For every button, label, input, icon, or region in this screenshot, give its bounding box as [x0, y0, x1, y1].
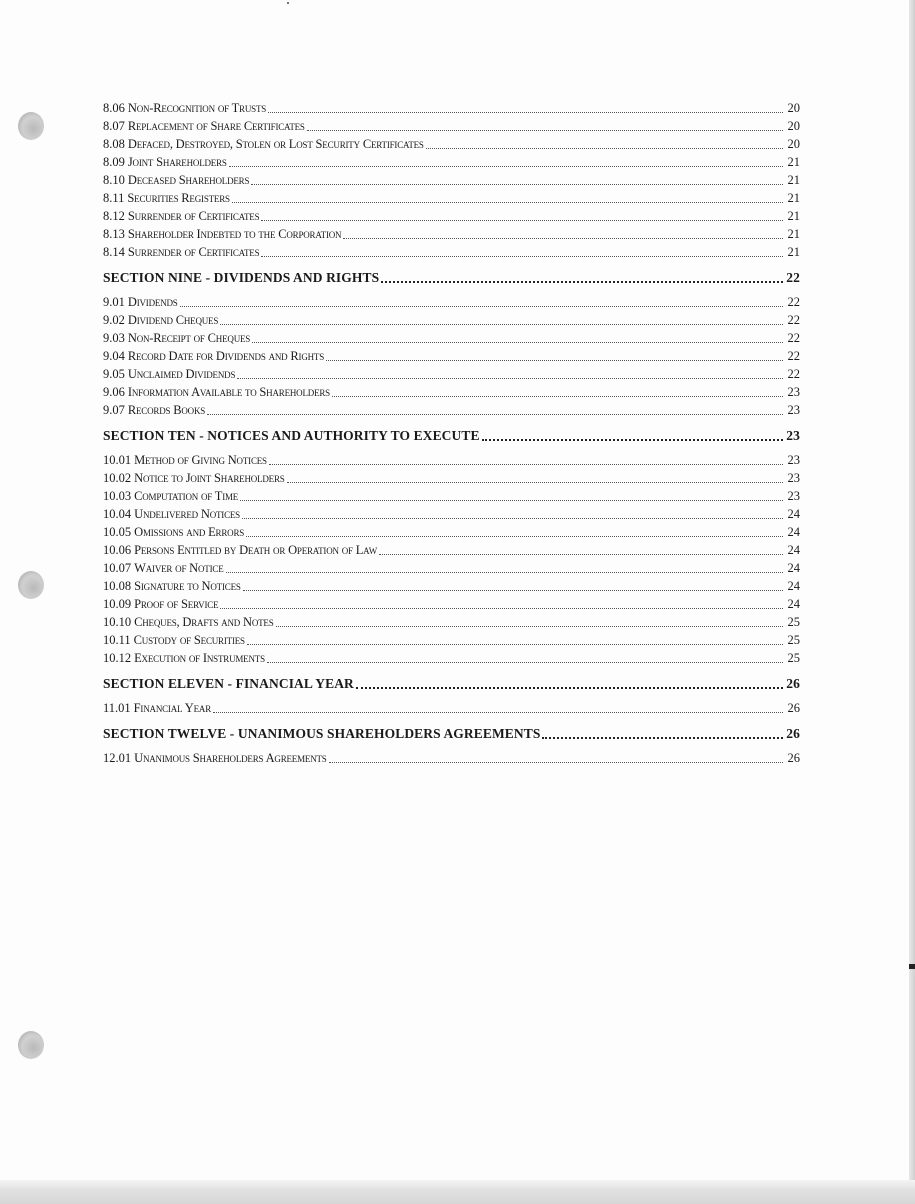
dot-leader: [232, 202, 783, 203]
punch-hole-top: [18, 112, 44, 140]
entry-title: Securities Registers: [127, 191, 230, 205]
page-number: 22: [787, 331, 800, 345]
page-number: 20: [787, 101, 800, 115]
toc-entry: [103, 401, 800, 419]
entry-title: Deceased Shareholders: [127, 173, 250, 187]
dot-leader: [381, 281, 783, 283]
scan-edge-mark: [909, 964, 915, 969]
section-title: SECTION NINE - DIVIDENDS AND RIGHTS: [103, 270, 380, 285]
dot-leader: [261, 220, 783, 221]
page-number: 26: [786, 726, 800, 741]
entry-title: Cheques, Drafts and Notes: [134, 615, 274, 629]
entry-number: 10.04: [103, 507, 132, 521]
toc-entry: [103, 311, 800, 329]
toc-entry: [103, 243, 800, 261]
entry-number: 8.06: [103, 101, 125, 115]
entry-number: 10.02: [103, 471, 132, 485]
entry-number: 8.13: [103, 227, 125, 241]
entry-title: Records Books: [127, 403, 206, 417]
page-number: 25: [787, 651, 800, 665]
toc-entry: [103, 171, 800, 189]
entry-title: Replacement of Share Certificates: [127, 119, 305, 133]
entry-number: 10.07: [103, 561, 132, 575]
toc-entry: [103, 469, 800, 487]
page-number: 23: [787, 403, 800, 417]
entry-number: 8.10: [103, 173, 125, 187]
toc-entry: [103, 699, 800, 717]
entry-number: 9.04: [103, 349, 125, 363]
toc-entry: [103, 189, 800, 207]
page-number: 26: [787, 701, 800, 715]
page-number: 22: [787, 349, 800, 363]
page-number: 23: [786, 428, 800, 443]
page-edge-right: [909, 0, 915, 1204]
entry-title: Omissions and Errors: [134, 525, 245, 539]
section-title: SECTION TWELVE - UNANIMOUS SHAREHOLDERS AGREEMENTS: [103, 726, 541, 741]
dot-leader: [268, 112, 783, 113]
dot-leader: [329, 762, 783, 763]
dot-leader: [246, 536, 783, 537]
page-number: 22: [787, 313, 800, 327]
page-edge-bottom: [0, 1180, 915, 1204]
toc-entry: [103, 383, 800, 401]
entry-number: 10.11: [103, 633, 131, 647]
entry-title: Method of Giving Notices: [134, 453, 267, 467]
page-number: 24: [787, 597, 800, 611]
section-title: SECTION TEN - NOTICES AND AUTHORITY TO EXECUTE: [103, 428, 480, 443]
page-number: 26: [787, 751, 800, 765]
entry-title: Surrender of Certificates: [127, 209, 260, 223]
dot-leader: [426, 148, 783, 149]
dot-leader: [252, 342, 783, 343]
page-number: 20: [787, 119, 800, 133]
entry-number: 8.09: [103, 155, 125, 169]
entry-title: Record Date for Dividends and Rights: [127, 349, 325, 363]
page-number: 23: [787, 385, 800, 399]
page-number: 23: [787, 471, 800, 485]
toc-entry: [103, 649, 800, 667]
entry-title: Surrender of Certificates: [127, 245, 260, 259]
toc-entry: [103, 487, 800, 505]
toc-entry: [103, 631, 800, 649]
dot-leader: [332, 396, 783, 397]
entry-number: 8.08: [103, 137, 125, 151]
page-number: 25: [787, 633, 800, 647]
entry-title: Unclaimed Dividends: [127, 367, 236, 381]
entry-title: Notice to Joint Shareholders: [134, 471, 285, 485]
toc-entry: [103, 451, 800, 469]
entry-title: Execution of Instruments: [134, 651, 265, 665]
toc-section-heading: [103, 725, 800, 743]
toc-entry: [103, 117, 800, 135]
dot-leader: [379, 554, 783, 555]
toc-entry: [103, 523, 800, 541]
entry-title: Shareholder Indebted to the Corporation: [127, 227, 342, 241]
entry-title: Joint Shareholders: [127, 155, 227, 169]
dot-leader: [343, 238, 783, 239]
scan-speck: [287, 2, 289, 4]
entry-number: 9.06: [103, 385, 125, 399]
entry-title: Unanimous Shareholders Agreements: [134, 751, 327, 765]
toc-entry: [103, 541, 800, 559]
page-number: 24: [787, 579, 800, 593]
dot-leader: [542, 737, 783, 739]
toc-section-heading: [103, 427, 800, 445]
toc-entry: [103, 595, 800, 613]
dot-leader: [229, 166, 783, 167]
entry-title: Non-Recognition of Trusts: [127, 101, 267, 115]
page-number: 23: [787, 453, 800, 467]
page-number: 21: [787, 227, 800, 241]
entry-title: Proof of Service: [134, 597, 219, 611]
dot-leader: [220, 324, 783, 325]
page-number: 21: [787, 245, 800, 259]
entry-number: 10.10: [103, 615, 132, 629]
entry-number: 9.03: [103, 331, 125, 345]
entry-title: Dividends: [127, 295, 178, 309]
page-number: 26: [786, 676, 800, 691]
entry-number: 10.01: [103, 453, 132, 467]
page-number: 24: [787, 561, 800, 575]
toc-entry: [103, 99, 800, 117]
entry-title: Persons Entitled by Death or Operation of Law: [134, 543, 378, 557]
page-number: 23: [787, 489, 800, 503]
entry-title: Custody of Securities: [133, 633, 245, 647]
dot-leader: [269, 464, 783, 465]
punch-hole-middle: [18, 571, 44, 599]
dot-leader: [261, 256, 783, 257]
dot-leader: [307, 130, 783, 131]
toc-entry: [103, 329, 800, 347]
toc-entry: [103, 135, 800, 153]
entry-number: 10.05: [103, 525, 132, 539]
page-number: 22: [787, 295, 800, 309]
entry-number: 10.06: [103, 543, 132, 557]
dot-leader: [287, 482, 783, 483]
dot-leader: [226, 572, 784, 573]
dot-leader: [242, 518, 783, 519]
entry-title: Financial Year: [133, 701, 212, 715]
page-number: 21: [787, 191, 800, 205]
page-number: 21: [787, 209, 800, 223]
entry-title: Undelivered Notices: [134, 507, 240, 521]
entry-number: 12.01: [103, 751, 132, 765]
toc-entry: [103, 225, 800, 243]
page-number: 22: [786, 270, 800, 285]
dot-leader: [243, 590, 783, 591]
entry-title: Signature to Notices: [134, 579, 241, 593]
page-number: 21: [787, 155, 800, 169]
entry-title: Information Available to Shareholders: [127, 385, 330, 399]
entry-number: 9.07: [103, 403, 125, 417]
page-number: 24: [787, 543, 800, 557]
toc-entry: [103, 347, 800, 365]
entry-title: Defaced, Destroyed, Stolen or Lost Security Certificates: [127, 137, 424, 151]
toc-entry: [103, 559, 800, 577]
page-number: 25: [787, 615, 800, 629]
dot-leader: [240, 500, 783, 501]
toc-entry: [103, 505, 800, 523]
dot-leader: [220, 608, 783, 609]
toc-entry: [103, 749, 800, 767]
entry-title: Non-Receipt of Cheques: [127, 331, 251, 345]
dot-leader: [207, 414, 783, 415]
page-number: 24: [787, 525, 800, 539]
table-of-contents: [103, 99, 800, 767]
dot-leader: [247, 644, 783, 645]
entry-number: 8.14: [103, 245, 125, 259]
toc-entry: [103, 153, 800, 171]
toc-entry: [103, 577, 800, 595]
entry-number: 10.03: [103, 489, 132, 503]
entry-number: 8.07: [103, 119, 125, 133]
punch-hole-bottom: [18, 1031, 44, 1059]
dot-leader: [326, 360, 783, 361]
dot-leader: [180, 306, 783, 307]
toc-section-heading: [103, 269, 800, 287]
entry-number: 10.08: [103, 579, 132, 593]
dot-leader: [267, 662, 783, 663]
entry-number: 10.12: [103, 651, 132, 665]
entry-number: 8.12: [103, 209, 125, 223]
dot-leader: [251, 184, 783, 185]
toc-entry: [103, 293, 800, 311]
page-number: 24: [787, 507, 800, 521]
entry-number: 9.01: [103, 295, 125, 309]
toc-entry: [103, 207, 800, 225]
page-number: 21: [787, 173, 800, 187]
dot-leader: [276, 626, 783, 627]
entry-title: Dividend Cheques: [127, 313, 219, 327]
section-title: SECTION ELEVEN - FINANCIAL YEAR: [103, 676, 354, 691]
entry-number: 10.09: [103, 597, 132, 611]
dot-leader: [482, 439, 783, 441]
dot-leader: [237, 378, 783, 379]
toc-section-heading: [103, 675, 800, 693]
entry-number: 11.01: [103, 701, 131, 715]
toc-entry: [103, 365, 800, 383]
entry-title: Waiver of Notice: [134, 561, 224, 575]
page-number: 22: [787, 367, 800, 381]
page-number: 20: [787, 137, 800, 151]
entry-number: 9.02: [103, 313, 125, 327]
entry-number: 9.05: [103, 367, 125, 381]
dot-leader: [356, 687, 783, 689]
entry-title: Computation of Time: [134, 489, 239, 503]
dot-leader: [213, 712, 783, 713]
toc-entry: [103, 613, 800, 631]
entry-number: 8.11: [103, 191, 125, 205]
